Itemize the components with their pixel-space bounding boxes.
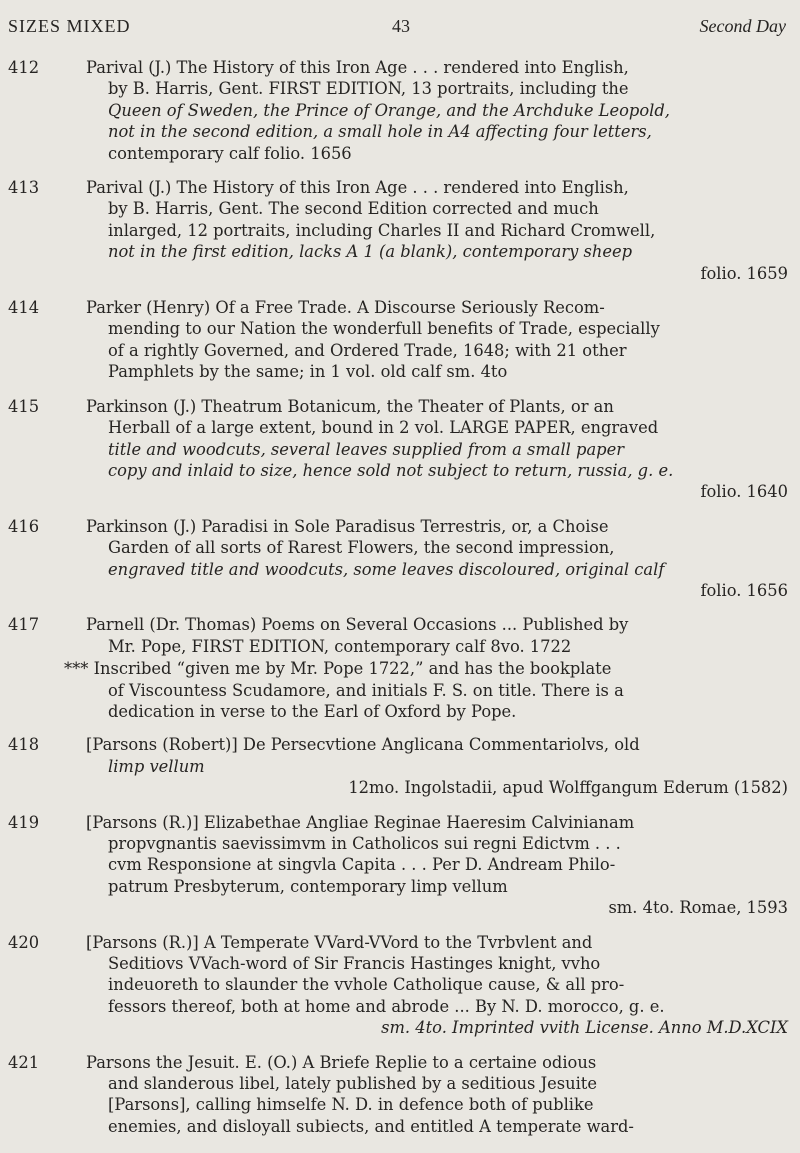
entry-line: patrum Presbyterum, contemporary limp vellum bbox=[108, 876, 508, 896]
entry-line: contemporary calf folio. 1656 bbox=[108, 143, 352, 163]
entry-line: Garden of all sorts of Rarest Flowers, the second impression, bbox=[108, 538, 615, 558]
entry-line: enemies, and disloyall subiects, and entitled A temperate ward- bbox=[108, 1116, 634, 1136]
lot-number: 418 bbox=[8, 735, 40, 755]
header-day: Second Day bbox=[699, 16, 786, 36]
lot-entry-413 bbox=[8, 177, 794, 284]
entry-line: Parkinson (J.) Theatrum Botanicum, the Theater of Plants, or an bbox=[86, 396, 614, 416]
lot-entry-416 bbox=[8, 516, 794, 602]
lot-list bbox=[8, 57, 794, 1150]
entry-line: indeuoreth to slaunder the vvhole Catholique cause, & all pro- bbox=[108, 975, 625, 995]
entry-line: Parival (J.) The History of this Iron Age . . . rendered into English, bbox=[86, 58, 629, 77]
entry-line: [Parsons (Robert)] De Persecvtione Anglicana Commentariolvs, old bbox=[86, 735, 640, 755]
entry-line: engraved title and woodcuts, some leaves discoloured, original calf bbox=[108, 559, 665, 579]
entry-line: [Parsons (R.)] A Temperate VVard-VVord to the Tvrbvlent and bbox=[86, 932, 593, 952]
entry-line: sm. 4to. Imprinted vvith License. Anno M.D.XCIX bbox=[381, 1018, 788, 1038]
entry-line: Parnell (Dr. Thomas) Poems on Several Occasions ... Published by bbox=[86, 615, 629, 635]
entry-line: Herball of a large extent, bound in 2 vol. LARGE PAPER, engraved bbox=[108, 418, 659, 438]
header-section: SIZES MIXED bbox=[8, 16, 131, 36]
entry-line: fessors thereof, both at home and abrode ... By N. D. morocco, g. e. bbox=[108, 996, 665, 1016]
entry-line: inlarged, 12 portraits, including Charles II and Richard Cromwell, bbox=[108, 220, 656, 240]
page-number: 43 bbox=[392, 16, 410, 36]
lot-number: 419 bbox=[8, 812, 40, 832]
entry-line: Pamphlets by the same; in 1 vol. old calf sm. 4to bbox=[108, 362, 508, 382]
entry-line: Parival (J.) The History of this Iron Age . . . rendered into English, bbox=[86, 178, 629, 198]
lot-entry-412 bbox=[8, 57, 794, 164]
entry-line: Queen of Sweden, the Prince of Orange, and the Archduke Leopold, bbox=[108, 100, 670, 120]
entry-line: sm. 4to. Romae, 1593 bbox=[608, 898, 788, 918]
lot-number: 414 bbox=[8, 298, 40, 318]
entry-line: folio. 1656 bbox=[700, 580, 788, 600]
lot-entry-421 bbox=[8, 1052, 794, 1138]
entry-line: Parsons the Jesuit. E. (O.) A Briefe Replie to a certaine odious bbox=[86, 1052, 597, 1072]
lot-entry-418 bbox=[8, 734, 794, 798]
lot-number: 415 bbox=[8, 396, 40, 416]
entry-line: by B. Harris, Gent. The second Edition corrected and much bbox=[108, 199, 599, 219]
lot-entry-415 bbox=[8, 396, 794, 503]
lot-number: 420 bbox=[8, 932, 40, 952]
entry-line: Parker (Henry) Of a Free Trade. A Discourse Seriously Recom- bbox=[86, 298, 605, 318]
lot-entry-420 bbox=[8, 932, 794, 1039]
entry-line: not in the second edition, a small hole in A4 affecting four letters, bbox=[108, 122, 652, 142]
entry-line: limp vellum bbox=[108, 756, 205, 776]
entry-line: 12mo. Ingolstadii, apud Wolffgangum Ederum (1582) bbox=[348, 778, 788, 798]
note-line: dedication in verse to the Earl of Oxford by Pope. bbox=[108, 701, 517, 721]
entry-line: by B. Harris, Gent. FIRST EDITION, 13 portraits, including the bbox=[108, 79, 629, 99]
note-line: *** Inscribed “given me by Mr. Pope 1722,” and has the bookplate bbox=[64, 659, 612, 679]
entry-line: Parkinson (J.) Paradisi in Sole Paradisus Terrestris, or, a Choise bbox=[86, 516, 609, 536]
lot-entry-417 bbox=[8, 614, 794, 657]
entry-line: and slanderous libel, lately published by a seditious Jesuite bbox=[108, 1074, 597, 1094]
entry-line: propvgnantis saevissimvm in Catholicos sui regni Edictvm . . . bbox=[108, 834, 621, 853]
entry-line: folio. 1659 bbox=[700, 263, 788, 283]
entry-line: copy and inlaid to size, hence sold not subject to return, russia, g. e. bbox=[108, 460, 674, 480]
entry-line: of a rightly Governed, and Ordered Trade, 1648; with 21 other bbox=[108, 340, 627, 360]
lot-entry-419 bbox=[8, 812, 794, 919]
entry-line: mending to our Nation the wonderfull benefits of Trade, especially bbox=[108, 319, 660, 339]
entry-line: Seditiovs VVach-word of Sir Francis Hastinges knight, vvho bbox=[108, 954, 601, 974]
entry-line: Mr. Pope, FIRST EDITION, contemporary calf 8vo. 1722 bbox=[108, 636, 572, 656]
lot-number: 412 bbox=[8, 58, 40, 77]
lot-number: 413 bbox=[8, 178, 40, 198]
lot-number: 421 bbox=[8, 1052, 40, 1072]
lot-number: 417 bbox=[8, 615, 40, 635]
entry-line: [Parsons (R.)] Elizabethae Angliae Reginae Haeresim Calvinianam bbox=[86, 812, 635, 832]
entry-line: cvm Responsione at singvla Capita . . . Per D. Andream Philo- bbox=[108, 855, 616, 875]
entry-line: title and woodcuts, several leaves supplied from a small paper bbox=[108, 439, 625, 459]
page-header bbox=[8, 16, 786, 42]
entry-line: [Parsons], calling himselfe N. D. in defence both of publike bbox=[108, 1095, 594, 1115]
entry-line: folio. 1640 bbox=[700, 482, 788, 502]
note-line: of Viscountess Scudamore, and initials F. S. on title. There is a bbox=[108, 680, 624, 700]
lot-entry-414 bbox=[8, 297, 794, 383]
lot-number: 416 bbox=[8, 516, 40, 536]
lot-417-note bbox=[8, 658, 794, 722]
entry-line: not in the first edition, lacks A 1 (a blank), contemporary sheep bbox=[108, 242, 633, 262]
